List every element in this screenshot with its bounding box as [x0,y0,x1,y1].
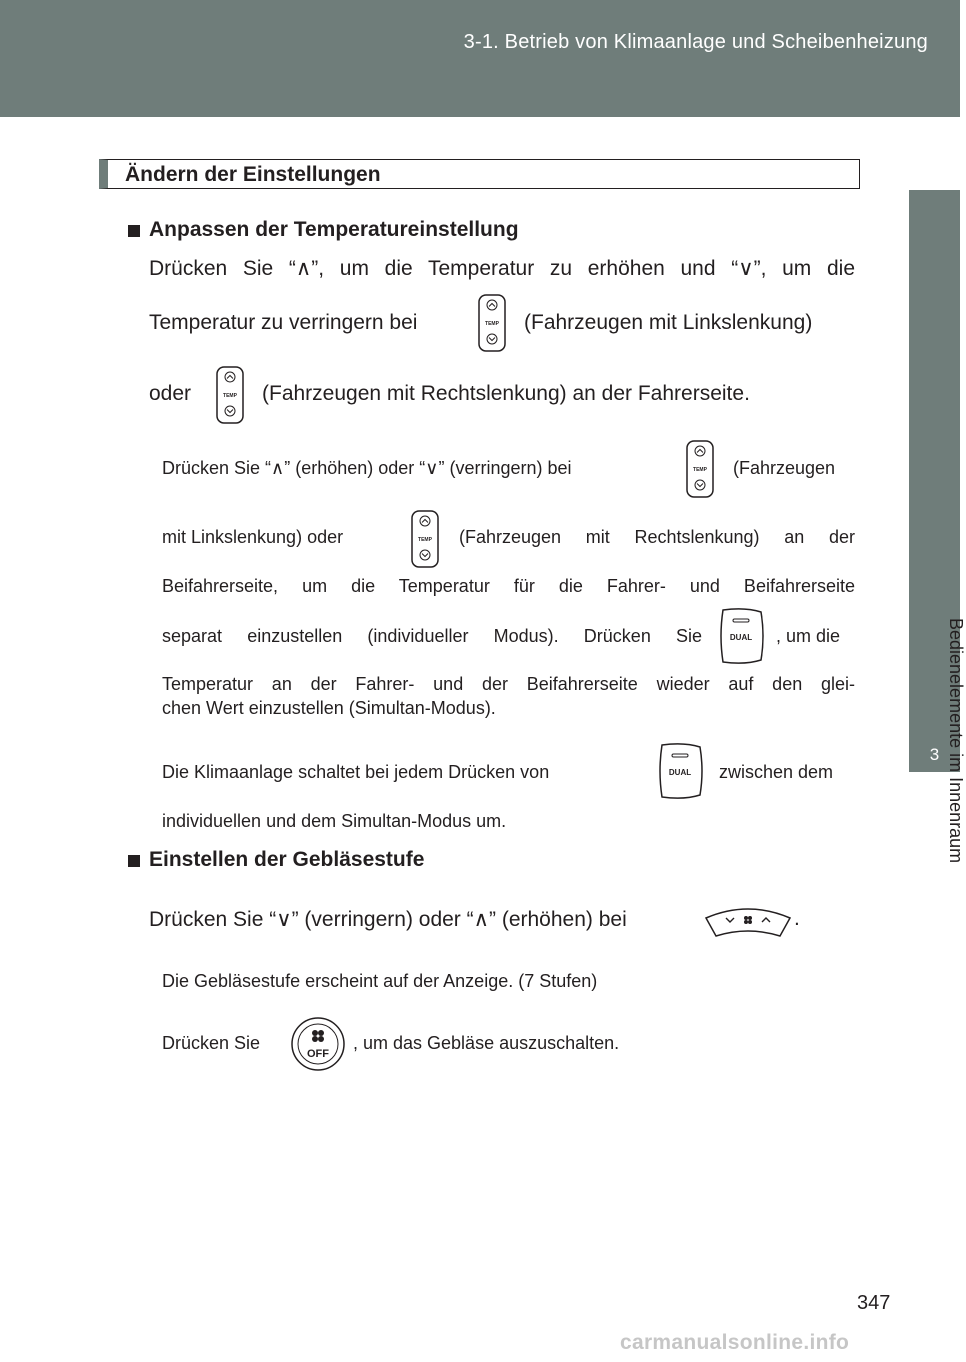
temp-p2-line4a: separat einzustellen (individueller Modus). Drücken Sie [162,626,702,646]
fan-p1b: . [794,907,800,930]
temp-p1-line2b: (Fahrzeugen mit Linkslenkung) [524,311,813,334]
section-title: Ändern der Einstellungen [125,163,381,186]
fan-off-button-icon [290,1016,346,1072]
dual-button-icon-2 [658,741,704,801]
temp-p2-line5: Temperatur an der Fahrer- und der Beifahrerseite wieder auf den glei- [162,674,855,694]
bullet-square-icon-2 [128,855,140,867]
temp-p3-line1b: zwischen dem [719,762,834,782]
temp-button-right-icon [216,366,244,424]
chapter-tab-label: Bedienelemente im Innenraum [946,618,966,864]
chapter-number: 3 [929,745,940,764]
temp-p1-line3b: (Fahrzeugen mit Rechtslenkung) an der Fahrerseite. [262,382,750,405]
fan-heading: Einstellen der Gebläsestufe [149,848,425,871]
fan-speed-control-icon [702,896,794,940]
temp-p2-line3: Beifahrerseite, um die Temperatur für die Fahrer- und Beifahrerseite [162,576,855,596]
svg-text:DUAL: DUAL [668,768,692,777]
chapter-title: 3-1. Betrieb von Klimaanlage und Scheibenheizung [463,31,928,53]
temp-button-passenger-left-icon [686,440,714,498]
svg-text:TEMP: TEMP [418,537,432,543]
temp-p3-line1a: Die Klimaanlage schaltet bei jedem Drücken von [162,762,550,782]
fan-p3a: Drücken Sie [162,1033,261,1053]
temp-p2-line2a: mit Linkslenkung) oder [162,527,344,547]
fan-p1a: Drücken Sie “∨” (verringern) oder “∧” (erhöhen) bei [149,908,627,931]
svg-text:TEMP: TEMP [485,321,499,327]
svg-text:TEMP: TEMP [223,393,237,399]
svg-text:TEMP: TEMP [693,467,707,473]
temp-p1-line1: Drücken Sie “∧”, um die Temperatur zu erhöhen und “∨”, um die [149,257,855,280]
fan-p3b: , um das Gebläse auszuschalten. [353,1033,620,1053]
page-number: 347 [857,1292,891,1314]
svg-text:DUAL: DUAL [729,633,753,642]
temp-p3-line2: individuellen und dem Simultan-Modus um. [162,811,507,831]
temperature-heading: Anpassen der Temperatureinstellung [149,218,519,241]
bullet-square-icon [128,225,140,237]
fan-p2: Die Gebläsestufe erscheint auf der Anzeige. (7 Stufen) [162,971,598,991]
temp-button-left-icon [478,294,506,352]
temp-p2-line1b: (Fahrzeugen [733,458,836,478]
section-heading-box [99,159,860,189]
dual-button-icon [719,606,765,666]
svg-text:OFF: OFF [307,1048,329,1060]
page-header [0,0,960,117]
temp-p2-line4b: , um die [776,626,841,646]
temp-p1-line2a: Temperatur zu verringern bei [149,311,418,334]
temp-button-passenger-right-icon [411,510,439,568]
temp-p2-line1a: Drücken Sie “∧” (erhöhen) oder “∨” (verringern) bei [162,458,572,478]
temp-p2-line6: chen Wert einzustellen (Simultan-Modus). [162,698,496,718]
temp-p1-line3a: oder [149,382,192,405]
temp-p2-line2b: (Fahrzeugen mit Rechtslenkung) an der [459,527,855,547]
watermark: carmanualsonline.info [620,1331,850,1354]
